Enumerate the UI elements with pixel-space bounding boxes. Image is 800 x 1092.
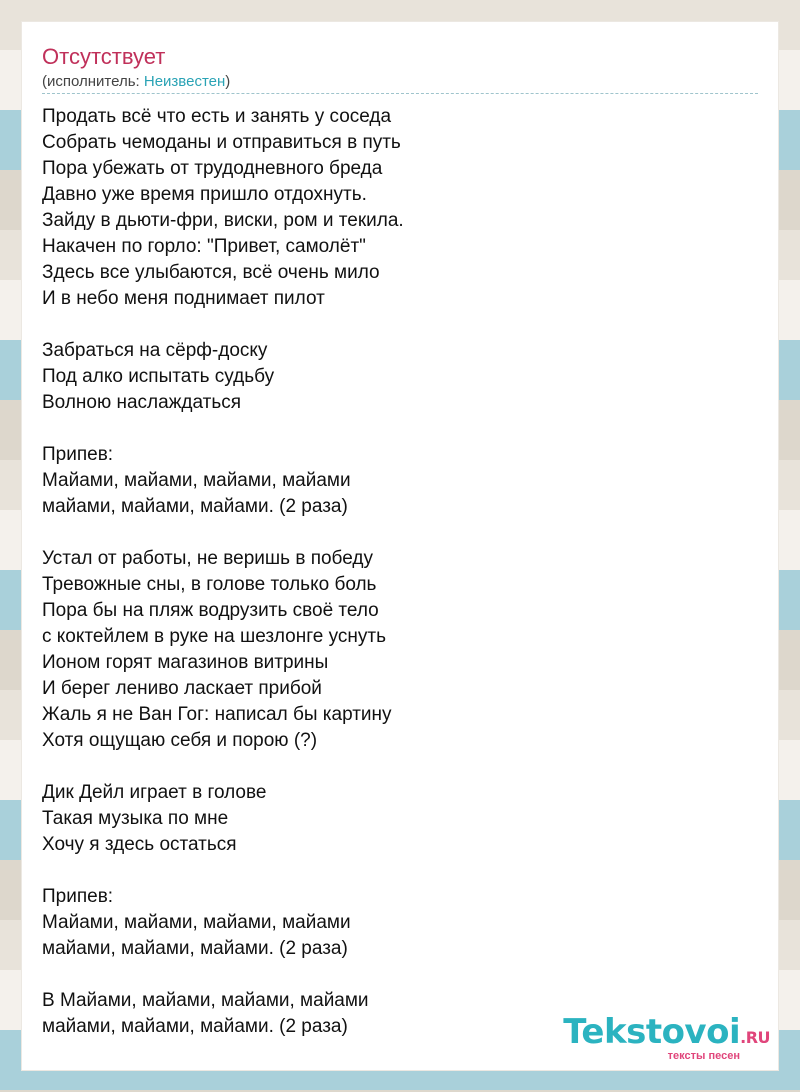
artist-prefix: (исполнитель: xyxy=(42,73,144,90)
stanza-gap xyxy=(42,416,758,442)
lyric-line: майами, майами, майами. (2 раза) xyxy=(42,496,348,517)
lyric-line: Такая музыка по мне xyxy=(42,808,229,829)
logo-tld: .RU xyxy=(740,1028,770,1047)
lyric-line: Дик Дейл играет в голове xyxy=(42,782,267,803)
lyric-line: Здесь все улыбаются, всё очень мило xyxy=(42,262,380,283)
lyric-line: майами, майами, майами. (2 раза) xyxy=(42,938,348,959)
lyric-line: Пора убежать от трудодневного бреда xyxy=(42,158,383,179)
lyric-line: с коктейлем в руке на шезлонге уснуть xyxy=(42,626,386,647)
lyric-line: Пора бы на пляж водрузить своё тело xyxy=(42,600,379,621)
stanza-gap xyxy=(42,962,758,988)
artist-link[interactable]: Неизвестен xyxy=(143,73,226,90)
logo-name: Tekstovoi xyxy=(563,1012,741,1052)
stanza-gap xyxy=(42,754,758,780)
lyric-line: Жаль я не Ван Гог: написал бы картину xyxy=(42,704,392,725)
lyric-line: Собрать чемоданы и отправиться в путь xyxy=(42,132,401,153)
lyric-line: Устал от работы, не веришь в победу xyxy=(42,548,373,569)
lyric-line: Продать всё что есть и занять у соседа xyxy=(42,106,392,127)
lyric-line: Хотя ощущаю себя и порою (?) xyxy=(42,730,318,751)
lyric-line: Майами, майами, майами, майами xyxy=(42,470,351,491)
artist-suffix: ) xyxy=(225,73,231,90)
lyric-line: Майами, майами, майами, майами xyxy=(42,912,351,933)
lyrics-text xyxy=(42,104,758,1040)
lyric-line: Припев: xyxy=(42,444,114,465)
stanza-gap xyxy=(42,520,758,546)
title-divider xyxy=(42,93,758,94)
lyric-line: Накачен по горло: "Привет, самолёт" xyxy=(42,236,366,257)
lyric-line: И в небо меня поднимает пилот xyxy=(42,288,325,309)
lyric-line: майами, майами, майами. (2 раза) xyxy=(42,1016,348,1037)
lyric-line: Под алко испытать судьбу xyxy=(42,366,275,387)
lyric-line: Ионом горят магазинов витрины xyxy=(42,652,329,673)
site-logo[interactable] xyxy=(563,1014,770,1062)
logo-tagline: тексты песен xyxy=(667,1050,740,1062)
stanza-gap xyxy=(42,858,758,884)
lyric-line: Давно уже время пришло отдохнуть. xyxy=(42,184,367,205)
lyric-line: Зайду в дьюти-фри, виски, ром и текила. xyxy=(42,210,404,231)
artist-line xyxy=(42,72,230,92)
lyric-line: В Майами, майами, майами, майами xyxy=(42,990,369,1011)
song-title: Отсутствует xyxy=(42,44,166,69)
lyric-line: Тревожные сны, в голове только боль xyxy=(42,574,377,595)
lyric-line: Забраться на сёрф-доску xyxy=(42,340,268,361)
lyric-line: Хочу я здесь остаться xyxy=(42,834,237,855)
lyrics-card xyxy=(22,22,778,1070)
lyric-line: Волною наслаждаться xyxy=(42,392,242,413)
stanza-gap xyxy=(42,312,758,338)
lyric-line: И берег лениво ласкает прибой xyxy=(42,678,322,699)
lyric-line: Припев: xyxy=(42,886,114,907)
